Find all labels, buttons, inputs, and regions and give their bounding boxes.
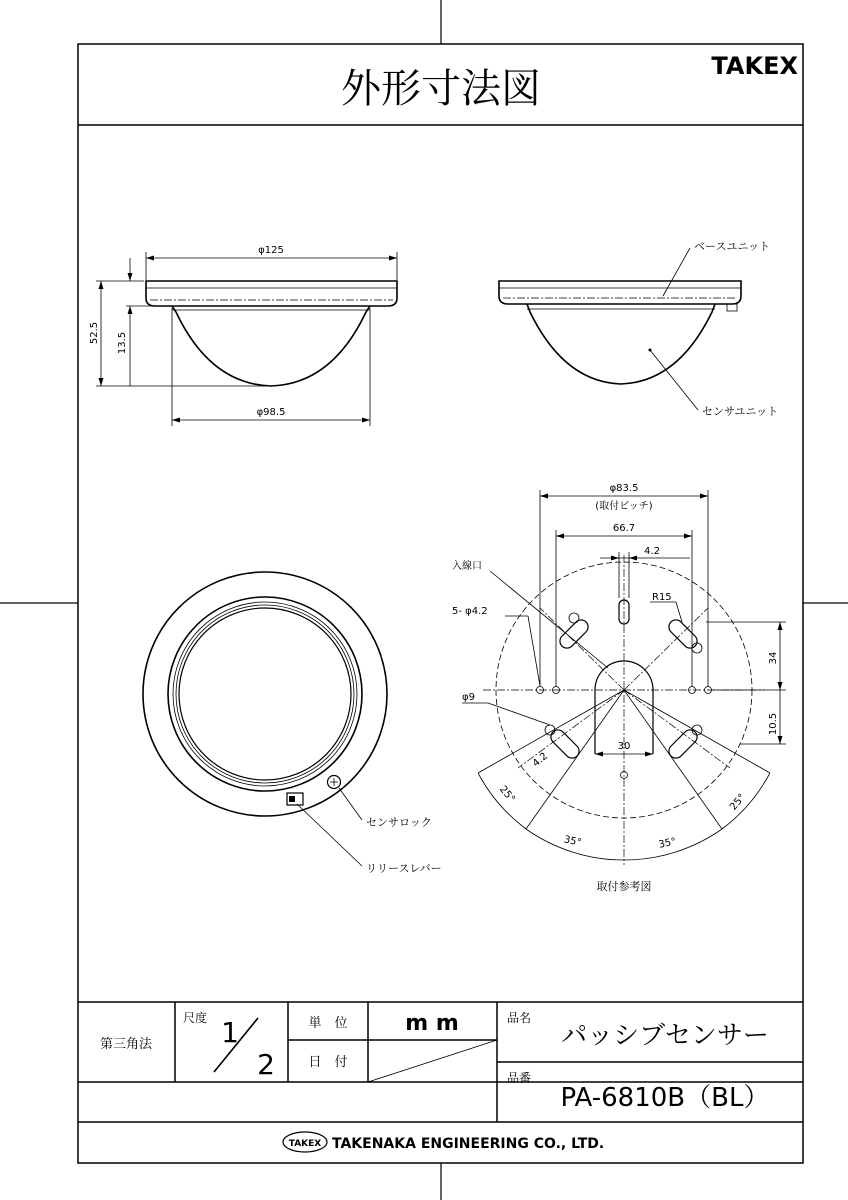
- unit-label: 単 位: [308, 1016, 348, 1031]
- cable-entry-label: 入線口: [452, 561, 482, 572]
- dim-pitch-note: (取付ピッチ): [595, 501, 653, 512]
- side-base: [146, 281, 397, 306]
- bottom-view: [143, 572, 442, 875]
- product-name-label: 品名: [507, 1011, 532, 1025]
- dim-105: 10.5: [768, 712, 779, 736]
- dim-pitch: φ83.5: [609, 483, 639, 494]
- sensor-unit-label: センサユニット: [702, 405, 779, 418]
- dim-34: 34: [768, 651, 779, 665]
- sheet-title: 外形寸法図: [341, 66, 541, 112]
- angle-25-left: 25°: [497, 784, 517, 805]
- holes-label: 5- φ4.2: [452, 606, 488, 617]
- ring-1: [168, 597, 362, 791]
- angle-25-right: 25°: [728, 792, 748, 813]
- sheet-frame: [78, 44, 803, 1163]
- front-view: [499, 240, 778, 418]
- side-view: [89, 245, 397, 426]
- scale-num: 1: [221, 1016, 239, 1049]
- dim-42: 4.2: [644, 546, 660, 557]
- dim-667: 66.7: [612, 523, 636, 534]
- dim-525: 52.5: [89, 321, 100, 345]
- company-logo-text: TAKEX: [288, 1139, 322, 1149]
- front-base: [499, 281, 741, 304]
- base-unit-label: ベースユニット: [694, 240, 771, 253]
- brand-logo: TAKEX: [711, 52, 798, 80]
- side-dome: [172, 306, 370, 386]
- unit-value: m m: [405, 1011, 459, 1036]
- mount-view: [452, 483, 786, 893]
- release-lever-label: リリースレバー: [366, 862, 442, 875]
- date-label: 日 付: [308, 1055, 348, 1070]
- dim-42b: 4.2: [530, 750, 551, 770]
- projection: 第三角法: [99, 1037, 153, 1052]
- mount-caption: 取付参考図: [596, 880, 652, 893]
- dim-125: φ125: [258, 245, 284, 256]
- scale-den: 2: [257, 1048, 275, 1081]
- company-name: TAKENAKA ENGINEERING CO., LTD.: [332, 1136, 605, 1152]
- dim-985: φ98.5: [256, 407, 286, 418]
- angle-35-left: 35°: [562, 834, 583, 849]
- date-slash: [368, 1040, 497, 1082]
- front-dome: [527, 304, 715, 384]
- product-no: PA-6810B（BL）: [560, 1083, 770, 1113]
- angle-35-right: 35°: [657, 836, 678, 851]
- dim-30: 30: [617, 741, 631, 752]
- product-name: パッシブセンサー: [561, 1021, 769, 1051]
- sensor-lock-label: センサロック: [366, 816, 432, 829]
- hole9-label: φ9: [462, 692, 475, 703]
- front-lever-tab: [727, 304, 737, 311]
- dim-135: 13.5: [117, 331, 128, 355]
- radius-label: R15: [652, 592, 672, 603]
- ring-2: [173, 602, 357, 786]
- ring-4: [179, 608, 351, 780]
- ring-3: [176, 605, 354, 783]
- product-no-label: 品番: [507, 1071, 532, 1085]
- scale-label: 尺度: [183, 1011, 208, 1025]
- title-block: [78, 1002, 803, 1152]
